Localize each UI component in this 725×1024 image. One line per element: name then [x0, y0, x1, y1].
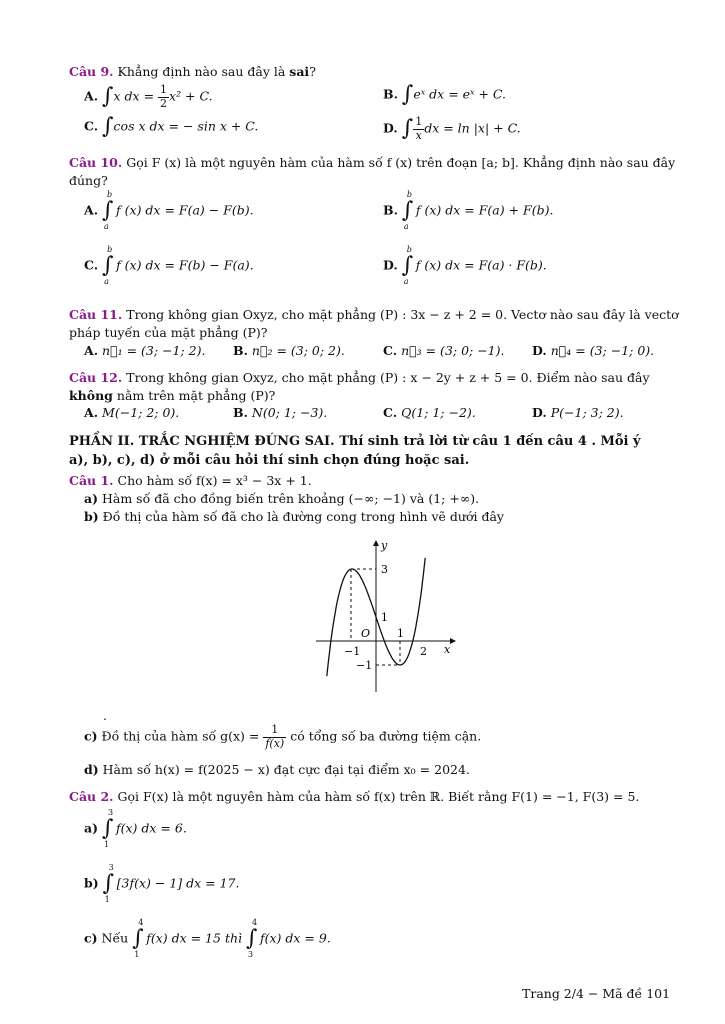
q10-text2: đúng?	[69, 173, 108, 188]
stray-dot: .	[103, 708, 107, 723]
item-key: d)	[84, 762, 99, 777]
lower-limit: a	[403, 222, 409, 231]
option-key: C.	[84, 257, 99, 273]
item-text: có tổng số ba đường tiệm cận.	[290, 728, 482, 744]
integral-sign: ∫	[132, 926, 144, 951]
q9-text: Khẳng định nào sau đây là	[117, 64, 286, 79]
q10-stem	[69, 155, 675, 170]
q12-option-c[interactable]	[383, 405, 476, 420]
upper-limit: b	[406, 190, 413, 199]
item-text: Đồ thị của hàm số g(x) =	[101, 728, 260, 744]
option-expr: eˣ dx = eˣ + C.	[413, 86, 507, 102]
option-key: A.	[84, 88, 99, 104]
integral-sign: ∫	[102, 198, 114, 223]
p2q2-stem	[69, 789, 639, 804]
item-key: b)	[84, 509, 99, 524]
q10-option-c[interactable]	[84, 245, 254, 295]
p2q1-item-c[interactable]	[84, 724, 481, 750]
lower-limit: 1	[104, 840, 110, 849]
tick-x-1: 1	[397, 627, 404, 640]
tick-y-3: 3	[381, 563, 388, 576]
q11-option-b[interactable]	[233, 343, 345, 358]
integral-sign: ∫	[401, 253, 414, 278]
item-text: Đồ thị của hàm số đã cho là đường cong trong hình vẽ dưới đây	[102, 509, 504, 524]
part2-heading-line2: a), b), c), d) ở mỗi câu hỏi thí sinh chọn đúng hoặc sai.	[69, 453, 470, 468]
q10-option-a[interactable]	[84, 190, 254, 240]
fraction: $\frac{1}{f(x)}$	[265, 723, 285, 750]
q10-label: Câu 10.	[69, 155, 123, 170]
option-key: A.	[84, 202, 99, 218]
option-expr: x dx =	[113, 88, 159, 104]
option-value: n⃗₄ = (3; −1; 0).	[550, 343, 655, 358]
option-key: D.	[383, 257, 398, 273]
lower-limit: a	[403, 277, 409, 286]
p2q1-item-a[interactable]	[84, 491, 479, 506]
tick-y-minus1: −1	[356, 659, 373, 672]
lower-limit: 3	[248, 950, 254, 959]
option-key: B.	[233, 405, 248, 420]
option-expr: f (x) dx = F(a) − F(b).	[116, 202, 254, 218]
q11-stem	[69, 307, 679, 322]
integral-sign: ∫	[102, 871, 115, 896]
integral-sign: ∫	[102, 253, 114, 278]
q10-option-b[interactable]	[383, 190, 554, 240]
option-key: A.	[84, 405, 99, 420]
item-text: f(x) dx = 9.	[260, 930, 331, 946]
definite-integral	[102, 808, 116, 849]
cubic-graph	[310, 535, 460, 695]
q11-text1: Trong không gian Oxyz, cho mặt phẳng (P) : 3x − z + 2 = 0. Vectơ nào sau đây là vectơ	[126, 307, 679, 322]
p2q1-item-b[interactable]	[84, 509, 504, 524]
option-expr: x² + C.	[169, 88, 213, 104]
tick-x-minus1: −1	[344, 645, 361, 658]
option-key: D.	[532, 405, 547, 420]
q9-tail: ?	[309, 64, 316, 79]
item-key: c)	[84, 930, 98, 946]
item-key: c)	[84, 728, 98, 744]
y-axis-label: y	[381, 539, 388, 552]
option-value: N(0; 1; −3).	[251, 405, 328, 420]
item-text: Hàm số h(x) = f(2025 − x) đạt cực đại tại điểm x₀ = 2024.	[102, 762, 470, 777]
q11-option-a[interactable]	[84, 343, 205, 358]
q9-label: Câu 9.	[69, 64, 114, 79]
option-expr: dx = ln |x| + C.	[424, 120, 521, 136]
upper-limit: 4	[138, 918, 144, 927]
integral-sign: ∫	[401, 82, 414, 107]
option-expr: cos x dx = − sin x + C.	[113, 118, 259, 134]
q12-option-d[interactable]	[532, 405, 624, 420]
q9-option-b[interactable]	[383, 84, 506, 106]
q9-option-d[interactable]	[383, 116, 521, 142]
upper-limit: 3	[108, 863, 114, 872]
q12-line2	[69, 388, 275, 403]
option-key: B.	[383, 86, 398, 102]
q12-text2: nằm trên mặt phẳng (P)?	[116, 388, 276, 403]
q9-stem	[69, 64, 316, 79]
item-key: b)	[84, 875, 99, 891]
q12-option-b[interactable]	[233, 405, 327, 420]
item-text: Nếu	[101, 930, 129, 946]
tick-x-2: 2	[420, 645, 427, 658]
origin-label: O	[361, 627, 371, 640]
q10-text1: Gọi F (x) là một nguyên hàm của hàm số f (x) trên đoạn [a; b]. Khẳng định nào sau đây	[126, 155, 676, 170]
option-value: M(−1; 2; 0).	[102, 405, 180, 420]
integral-sign: ∫	[246, 926, 258, 951]
option-key: D.	[383, 120, 398, 136]
option-key: C.	[383, 343, 398, 358]
option-key: C.	[84, 118, 99, 134]
q12-text1: Trong không gian Oxyz, cho mặt phẳng (P) : x − 2y + z + 5 = 0. Điểm nào sau đây	[126, 370, 650, 385]
p2q1-label: Câu 1.	[69, 473, 114, 488]
q9-option-c[interactable]	[84, 116, 258, 138]
q11-label: Câu 11.	[69, 307, 123, 322]
option-key: D.	[532, 343, 547, 358]
option-expr: f (x) dx = F(a) + F(b).	[415, 202, 554, 218]
integral-sign: ∫	[401, 116, 414, 142]
p2q1-item-d[interactable]	[84, 762, 470, 777]
q12-emph: không	[69, 388, 113, 403]
option-value: n⃗₃ = (3; 0; −1).	[401, 343, 505, 358]
q12-label: Câu 12.	[69, 370, 123, 385]
option-key: B.	[383, 202, 398, 218]
p2q2-label: Câu 2.	[69, 789, 114, 804]
definite-integral	[102, 863, 117, 904]
lower-limit: 1	[134, 950, 140, 959]
lower-limit: 1	[104, 895, 110, 904]
integral-sign: ∫	[401, 198, 414, 223]
q9-emph: sai	[289, 64, 310, 79]
integral-sign: ∫	[102, 84, 114, 110]
option-value: n⃗₂ = (3; 0; 2).	[251, 343, 345, 358]
q9-option-a[interactable]	[84, 84, 213, 110]
option-expr: f (x) dx = F(b) − F(a).	[116, 257, 254, 273]
integral-sign: ∫	[102, 816, 114, 841]
upper-limit: b	[107, 190, 113, 199]
definite-integral	[401, 245, 416, 286]
option-value: P(−1; 3; 2).	[550, 405, 624, 420]
item-key: a)	[84, 820, 99, 836]
tick-y-1: 1	[381, 611, 388, 624]
option-key: B.	[233, 343, 248, 358]
page-footer: Trang 2/4 − Mã đề 101	[522, 986, 671, 1001]
fraction: $\frac{1}{x}$	[415, 115, 423, 142]
x-axis-label: x	[444, 643, 451, 656]
definite-integral	[102, 190, 116, 231]
q12-option-a[interactable]	[84, 405, 179, 420]
part2-heading-line1: PHẦN II. TRẮC NGHIỆM ĐÚNG SAI. Thí sinh trả lời từ câu 1 đến câu 4 . Mỗi ý	[69, 434, 641, 449]
item-text: f(x) dx = 6.	[116, 820, 187, 836]
option-expr: f (x) dx = F(a) · F(b).	[415, 257, 547, 273]
p2q2-text: Gọi F(x) là một nguyên hàm của hàm số f(x) trên ℝ. Biết rằng F(1) = −1, F(3) = 5.	[117, 789, 640, 804]
option-value: n⃗₁ = (3; −1; 2).	[102, 343, 206, 358]
option-value: Q(1; 1; −2).	[401, 405, 476, 420]
definite-integral	[401, 190, 416, 231]
lower-limit: a	[104, 222, 109, 231]
q11-option-d[interactable]	[532, 343, 654, 358]
p2q2-item-c[interactable]	[84, 918, 331, 968]
q12-stem	[69, 370, 650, 385]
upper-limit: 3	[108, 808, 114, 817]
p2q2-item-a[interactable]	[84, 808, 187, 858]
p2q1-text: Cho hàm số f(x) = x³ − 3x + 1.	[117, 473, 312, 488]
upper-limit: b	[406, 245, 412, 254]
upper-limit: b	[107, 245, 113, 254]
item-text: Hàm số đã cho đồng biến trên khoảng (−∞; −1) và (1; +∞).	[102, 491, 480, 506]
q11-text2: pháp tuyến của mặt phẳng (P)?	[69, 325, 268, 340]
item-text: f(x) dx = 15 thì	[146, 930, 243, 946]
p2q1-stem	[69, 473, 312, 488]
lower-limit: a	[104, 277, 109, 286]
upper-limit: 4	[252, 918, 258, 927]
q10-option-d[interactable]	[383, 245, 547, 295]
integral-sign: ∫	[102, 114, 114, 139]
item-key: a)	[84, 491, 99, 506]
definite-integral	[132, 918, 146, 959]
p2q2-item-b[interactable]	[84, 863, 240, 913]
option-key: C.	[383, 405, 398, 420]
definite-integral	[246, 918, 260, 959]
definite-integral	[102, 245, 116, 286]
option-key: A.	[84, 343, 99, 358]
fraction: $\frac{1}{2}$	[160, 83, 168, 110]
item-text: [3f(x) − 1] dx = 17.	[116, 875, 240, 891]
q11-option-c[interactable]	[383, 343, 505, 358]
